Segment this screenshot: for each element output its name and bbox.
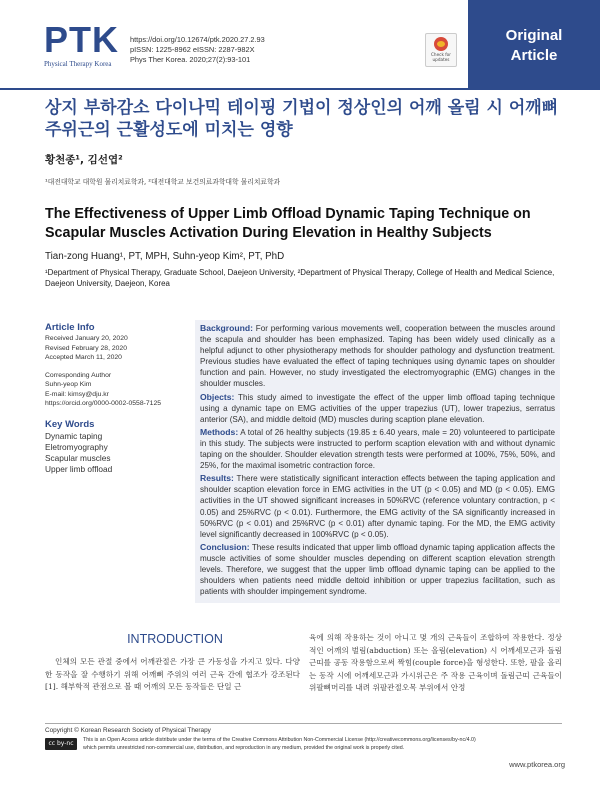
corresponding-email[interactable]: E-mail: kimsy@dju.kr bbox=[45, 390, 109, 398]
abstract-results bbox=[200, 473, 555, 540]
authors-korean: 황천종¹, 김선엽² bbox=[45, 154, 123, 166]
affiliation-english: ¹Department of Physical Therapy, Graduate School, Daejeon University, ²Department of Physical Therapy, College of Health and Medical Science, Daejeon University, Daejeon, Korea bbox=[45, 268, 555, 288]
affiliation-korean: ¹대전대학교 대학원 물리치료학과, ²대전대학교 보건의료과학대학 물리치료학과 bbox=[45, 178, 281, 186]
issn-line: pISSN: 1225-8962 eISSN: 2287-982X bbox=[130, 45, 255, 54]
abstract-box bbox=[195, 320, 560, 603]
title-korean: 상지 부하감소 다이나믹 테이핑 기법이 정상인의 어깨 올림 시 어깨뼈 주위근의 근활성도에 미치는 영향 bbox=[45, 98, 559, 140]
body-text-left: 인체의 모든 관절 중에서 어깨관절은 가장 큰 가동성을 가지고 있다. 다양한 동작을 잘 수행하기 위해 어깨뼈 주위의 여러 근육 간에 협조가 강조된다[1]. 해부학적 관점으로 볼 때 어깨의 모든 동작들은 단일 근 bbox=[45, 657, 300, 691]
body-text-right: 육에 의해 작용하는 것이 아니고 몇 개의 근육들이 조합하여 작용한다. 정상적인 어깨의 벌림(abduction) 또는 올림(elevation) 시 어깨세모근과 돌림근띠를 공동 작용함으로써 짝힘(couple force)을 형성한다. 또한, 팔을 올리는 동작 시에 어깨세모근과 가시위근은 주 작용 근육이며 돌림근띠 근육들이 위팔뼈머리를 내려 위팔관절오목 부위에서 안정 bbox=[309, 633, 562, 692]
authors-english: Tian-zong Huang¹, PT, MPH, Suhn-yeop Kim², PT, PhD bbox=[45, 251, 285, 262]
keyword-item: Eletromyography bbox=[45, 441, 108, 452]
journal-website[interactable]: www.ptkorea.org bbox=[509, 760, 565, 769]
article-type-line-2: Article bbox=[510, 47, 558, 64]
footer-divider bbox=[45, 723, 562, 724]
copyright-line: Copyright © Korean Research Society of Physical Therapy bbox=[45, 727, 211, 734]
abstract-text: This study aimed to investigate the effect of the upper limb offload taping technique using a dynamic tape on EMG activities of the upper trapezius (UT), lower trapezius, serratus anterior (SA), and middle deltoid (MD) muscles during scaption plane elevation. bbox=[200, 392, 555, 424]
abstract-methods bbox=[200, 427, 555, 471]
crossmark-icon bbox=[434, 37, 448, 51]
article-type-line-1: Original bbox=[505, 27, 563, 44]
citation-line: Phys Ther Korea. 2020;27(2):93-101 bbox=[130, 55, 251, 64]
corresponding-name: Suhn-yeop Kim bbox=[45, 381, 92, 388]
license-text bbox=[83, 737, 563, 752]
keyword-item: Dynamic taping bbox=[45, 430, 103, 441]
keyword-item: Scapular muscles bbox=[45, 452, 111, 463]
abstract-label: Objects: bbox=[200, 391, 235, 402]
article-info-column bbox=[45, 322, 190, 475]
abstract-objects bbox=[200, 392, 555, 425]
received-date: Received January 20, 2020 bbox=[45, 335, 128, 342]
corresponding-orcid[interactable]: https://orcid.org/0000-0002-0558-7125 bbox=[45, 400, 162, 407]
accepted-date: Accepted March 11, 2020 bbox=[45, 354, 122, 361]
introduction-heading: INTRODUCTION bbox=[127, 632, 223, 646]
article-type-banner bbox=[468, 0, 600, 88]
journal-logo bbox=[44, 19, 119, 68]
abstract-label: Methods: bbox=[200, 426, 239, 437]
abstract-label: Conclusion: bbox=[200, 541, 250, 552]
article-info-heading: Article Info bbox=[45, 322, 95, 333]
badge-line-1: Check for bbox=[431, 52, 451, 57]
keyword-item: Upper limb offload bbox=[45, 463, 113, 474]
abstract-text: These results indicated that upper limb offload dynamic taping application affects the muscle activities of some shoulder muscles depending on different scaption elevation strength levels. Therefore, we suggest that the upper limb offload dynamic taping can be applied to the shoulders when patients need middle deltoid inhibition or upper trapezius facilitation, such as patients with shoulder impingement syndrome. bbox=[200, 542, 555, 597]
license-line: which permits unrestricted non-commercial use, distribution, and reproduction in any medium, provided the original work is properly cited. bbox=[83, 744, 405, 751]
license-line: This is an Open Access article distribute under the terms of the Creative Commons Attribution Non-Commercial License (http://creativecommons.org/licenses/by-nc/4.0) bbox=[83, 737, 476, 743]
abstract-conclusion bbox=[200, 542, 555, 597]
badge-line-2: updates bbox=[432, 57, 450, 62]
cc-license-icon[interactable]: cc by-nc bbox=[45, 738, 77, 750]
abstract-background bbox=[200, 323, 555, 390]
abstract-text: There were statistically significant interaction effects between the taping application and shoulder scaption elevation force in EMG activities in the UT (p < 0.05) and MD (p < 0.05). EMG activities in the UT showed significant increases in 50%RVC (reference voluntary contraction, p < 0.05) and 25%RVC (p < 0.01). Furthermore, the EMG activity of the SA significantly increased in 50%RVC (p < 0.01) and 25%RVC (p < 0.01) after dynamic taping. For the MD, the EMG activity level significantly decreased in 100%RVC (p < 0.05). bbox=[200, 474, 555, 539]
journal-meta bbox=[130, 35, 265, 65]
revised-date: Revised February 28, 2020 bbox=[45, 344, 127, 352]
abstract-label: Results: bbox=[200, 473, 234, 484]
header-divider bbox=[0, 88, 600, 90]
doi-link[interactable]: https://doi.org/10.12674/ptk.2020.27.2.93 bbox=[130, 35, 265, 44]
keywords-heading: Key Words bbox=[45, 418, 95, 430]
abstract-text: For performing various movements well, cooperation between the muscles around the scapula and shoulder has been emphasized. Taping has been widely used clinically as a helpful adjunct to other physiotherapy methods for shoulder pathology and dysfunction treatment. Previous studies have evaluated the effect of taping techniques using dynamic tapes on shoulder function and pain. However, no study investigated the electromyographic (EMG) changes in the shoulder muscles. bbox=[200, 324, 555, 389]
abstract-label: Background: bbox=[200, 323, 253, 333]
check-for-updates-badge[interactable] bbox=[425, 33, 457, 67]
logo-text: PTK bbox=[44, 19, 119, 60]
corresponding-label: Corresponding Author bbox=[45, 371, 112, 379]
logo-subtitle: Physical Therapy Korea bbox=[44, 60, 112, 68]
abstract-text: A total of 26 healthy subjects (19.85 ± 6.40 years, male = 20) volunteered to participate in this study. The subjects were instructed to perform scaption elevation with and without dynamic taping on the shoulder. Shoulder elevation strength tests were performed at 100%, 75%, 50%, and 25%, for the maximal isometric contraction force. bbox=[200, 427, 555, 471]
title-english: The Effectiveness of Upper Limb Offload Dynamic Taping Technique on Scapular Muscles Activation During Elevation in Healthy Subjects bbox=[45, 206, 531, 241]
